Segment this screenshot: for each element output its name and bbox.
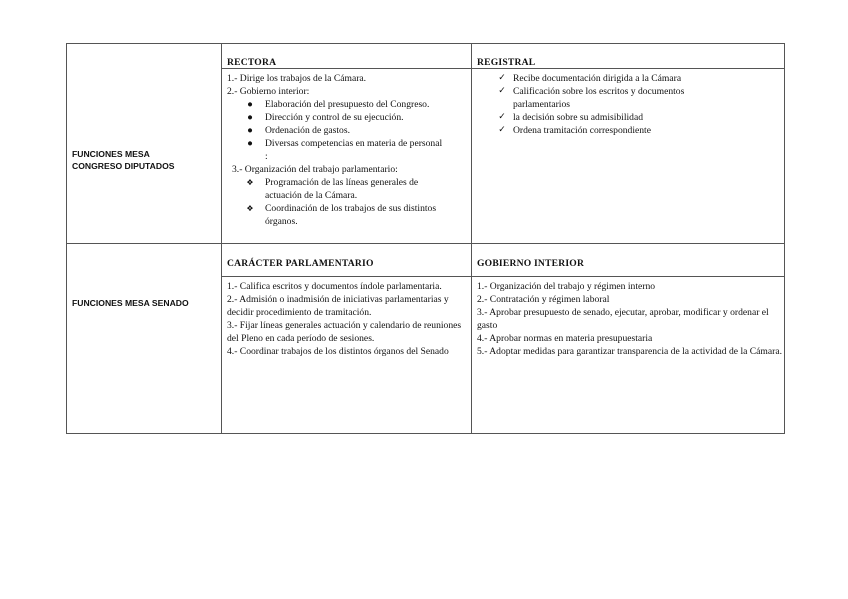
bullet-dot-icon: ● (247, 138, 253, 149)
list-item: ● Elaboración del presupuesto del Congreso. (227, 98, 471, 111)
gobierno-item: 2.- Contratación y régimen laboral (477, 294, 610, 305)
caracter-item: 3.- Fijar líneas generales actuación y calendario de reuniones del Pleno en cada período de sesiones. (227, 320, 462, 344)
caracter-item: 2.- Admisión o inadmisión de iniciativas parlamentarias y decidir procedimiento de tramitación. (227, 294, 449, 318)
header-gobierno-interior: GOBIERNO INTERIOR (477, 258, 585, 269)
bullet-dot-icon: ● (247, 99, 253, 110)
row-label-line: CONGRESO DIPUTADOS (72, 161, 175, 171)
header-caracter-parlamentario: CARÁCTER PARLAMENTARIO (227, 258, 374, 269)
checkmark-icon: ✓ (498, 86, 506, 96)
list-item: ❖ Coordinación de los trabajos de sus distintos órganos. (227, 202, 455, 228)
list-item: ✓ la decisión sobre su admisibilidad (477, 111, 777, 124)
rectora-item-3: 3.- Organización del trabajo parlamentario: (232, 164, 398, 175)
gobierno-item: 1.- Organización del trabajo y régimen interno (477, 281, 656, 292)
bullet-dot-icon: ● (247, 125, 253, 136)
column-divider (221, 44, 222, 433)
caracter-item: 4.- Coordinar trabajos de los distintos órganos del Senado (227, 346, 449, 357)
diamond-bullet-icon: ❖ (246, 204, 254, 213)
gobierno-item: 5.- Adoptar medidas para garantizar transparencia de la actividad de la Cámara. (477, 346, 782, 357)
list-item: ❖ Programación de las líneas generales de actuación de la Cámara. (227, 176, 455, 202)
row-label-congreso (72, 148, 217, 172)
list-item: ✓ Calificación sobre los escritos y documentos parlamentarios (477, 85, 713, 111)
header-underline (221, 276, 784, 277)
functions-table (66, 43, 785, 434)
gobierno-content (477, 280, 782, 358)
caracter-content (227, 280, 467, 358)
checkmark-icon: ✓ (498, 73, 506, 83)
header-rectora: RECTORA (227, 57, 277, 68)
list-item: ● Ordenación de gastos. (227, 124, 471, 137)
bullet-dot-icon: ● (247, 112, 253, 123)
caracter-item: 1.- Califica escritos y documentos índole parlamentaria. (227, 281, 442, 292)
list-item: ● Diversas competencias en materia de personal : (227, 137, 445, 163)
header-registral: REGISTRAL (477, 57, 536, 68)
rectora-content (227, 72, 471, 228)
gobierno-item: 4.- Aprobar normas en materia presupuestaria (477, 333, 653, 344)
checkmark-icon: ✓ (498, 125, 506, 135)
list-item: ● Dirección y control de su ejecución. (227, 111, 471, 124)
row-divider (67, 243, 784, 244)
column-divider (471, 44, 472, 433)
registral-content (477, 72, 777, 137)
list-item: ✓ Recibe documentación dirigida a la Cámara (477, 72, 777, 85)
rectora-item-1: 1.- Dirige los trabajos de la Cámara. (227, 73, 367, 84)
row-label-senado: FUNCIONES MESA SENADO (72, 298, 189, 308)
gobierno-item: 3.- Aprobar presupuesto de senado, ejecutar, aprobar, modificar y ordenar el gasto (477, 307, 769, 331)
list-item: ✓ Ordena tramitación correspondiente (477, 124, 777, 137)
checkmark-icon: ✓ (498, 112, 506, 122)
row-label-line: FUNCIONES MESA (72, 149, 150, 159)
rectora-item-2: 2.- Gobierno interior: (227, 86, 310, 97)
diamond-bullet-icon: ❖ (246, 178, 254, 187)
